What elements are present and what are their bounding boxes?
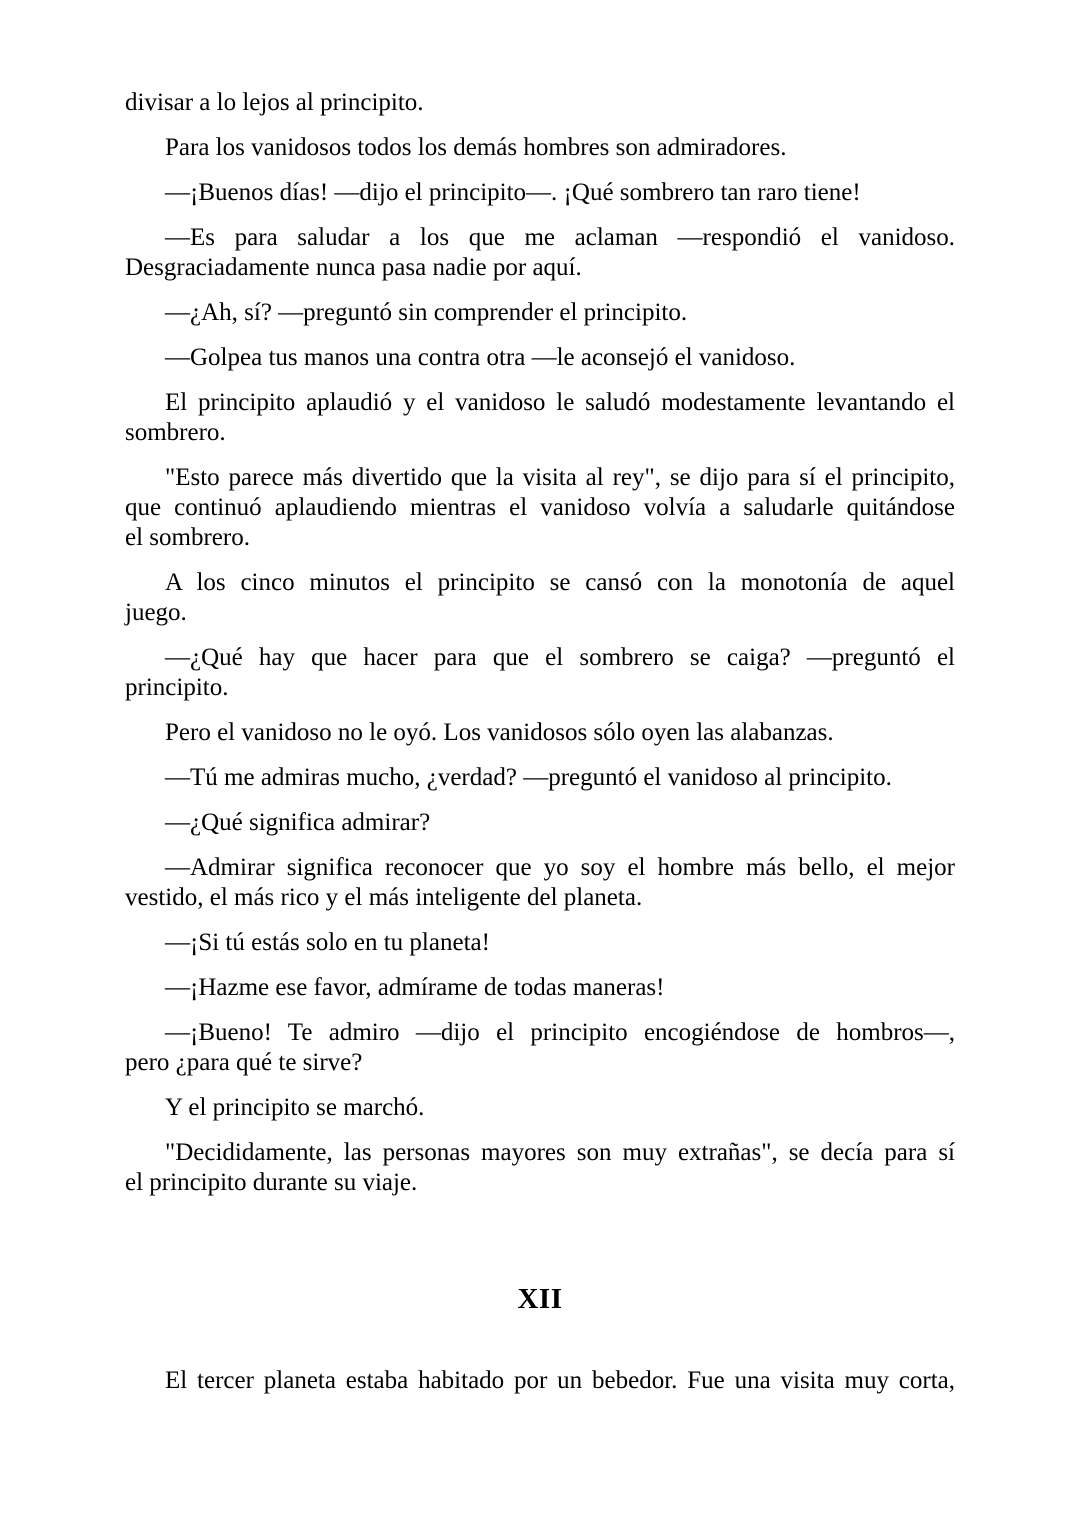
text-line: Para los vanidosos todos los demás hombres son admiradores. (165, 134, 787, 161)
paragraph (125, 808, 955, 838)
paragraph (125, 133, 955, 163)
paragraph (125, 343, 955, 373)
text-line: —¡Bueno! Te admiro —dijo el principito encogiéndose de hombros—, (165, 1019, 955, 1046)
text-line: El principito aplaudió y el vanidoso le saludó modestamente levantando el (165, 389, 955, 416)
text-line: El tercer planeta estaba habitado por un bebedor. Fue una visita muy corta, (165, 1367, 955, 1394)
text-line: el sombrero. (125, 524, 250, 551)
text-line: el principito durante su viaje. (125, 1169, 418, 1196)
text-line: vestido, el más rico y el más inteligente del planeta. (125, 884, 643, 911)
text-line: —Golpea tus manos una contra otra —le aconsejó el vanidoso. (165, 344, 796, 371)
text-line: "Esto parece más divertido que la visita al rey", se dijo para sí el principito, (165, 464, 955, 491)
paragraph (125, 223, 955, 283)
text-line: juego. (125, 599, 187, 626)
text-line: —Admirar significa reconocer que yo soy el hombre más bello, el mejor (165, 854, 955, 881)
paragraph (125, 1093, 955, 1123)
paragraph (125, 388, 955, 448)
paragraph (125, 1366, 955, 1396)
text-line: "Decididamente, las personas mayores son muy extrañas", se decía para sí (165, 1139, 955, 1166)
paragraph (125, 1138, 955, 1198)
paragraph (125, 643, 955, 703)
text-line: —¡Si tú estás solo en tu planeta! (165, 929, 490, 956)
text-line: —¡Buenos días! —dijo el principito—. ¡Qué sombrero tan raro tiene! (165, 179, 861, 206)
text-line: Y el principito se marchó. (165, 1094, 425, 1121)
paragraph (125, 853, 955, 913)
paragraph (125, 298, 955, 328)
text-line: —¿Qué hay que hacer para que el sombrero se caiga? —preguntó el (165, 644, 955, 671)
text-line: divisar a lo lejos al principito. (125, 89, 424, 116)
paragraph (125, 88, 955, 118)
paragraph (125, 178, 955, 208)
paragraph (125, 763, 955, 793)
text-line: pero ¿para qué te sirve? (125, 1049, 363, 1076)
text-line: —¡Hazme ese favor, admírame de todas maneras! (165, 974, 665, 1001)
text-line: sombrero. (125, 419, 226, 446)
text-line: —¿Ah, sí? —preguntó sin comprender el principito. (165, 299, 688, 326)
text-line: —¿Qué significa admirar? (165, 809, 431, 836)
text-line: —Tú me admiras mucho, ¿verdad? —preguntó el vanidoso al principito. (165, 764, 892, 791)
text-line: principito. (125, 674, 229, 701)
paragraph (125, 463, 955, 553)
text-line: A los cinco minutos el principito se cansó con la monotonía de aquel (165, 569, 955, 596)
text-line: Pero el vanidoso no le oyó. Los vanidosos sólo oyen las alabanzas. (165, 719, 834, 746)
text-block-after-heading (125, 1366, 955, 1396)
paragraph (125, 928, 955, 958)
text-block-before-heading (125, 88, 955, 1198)
chapter-heading: XII (517, 1283, 563, 1315)
paragraph (125, 718, 955, 748)
paragraph (125, 568, 955, 628)
paragraph (125, 973, 955, 1003)
text-line: que continuó aplaudiendo mientras el vanidoso volvía a saludarle quitándose (125, 494, 955, 521)
paragraph (125, 1018, 955, 1078)
text-line: Desgraciadamente nunca pasa nadie por aquí. (125, 254, 582, 281)
text-line: —Es para saludar a los que me aclaman —respondió el vanidoso. (165, 224, 955, 251)
